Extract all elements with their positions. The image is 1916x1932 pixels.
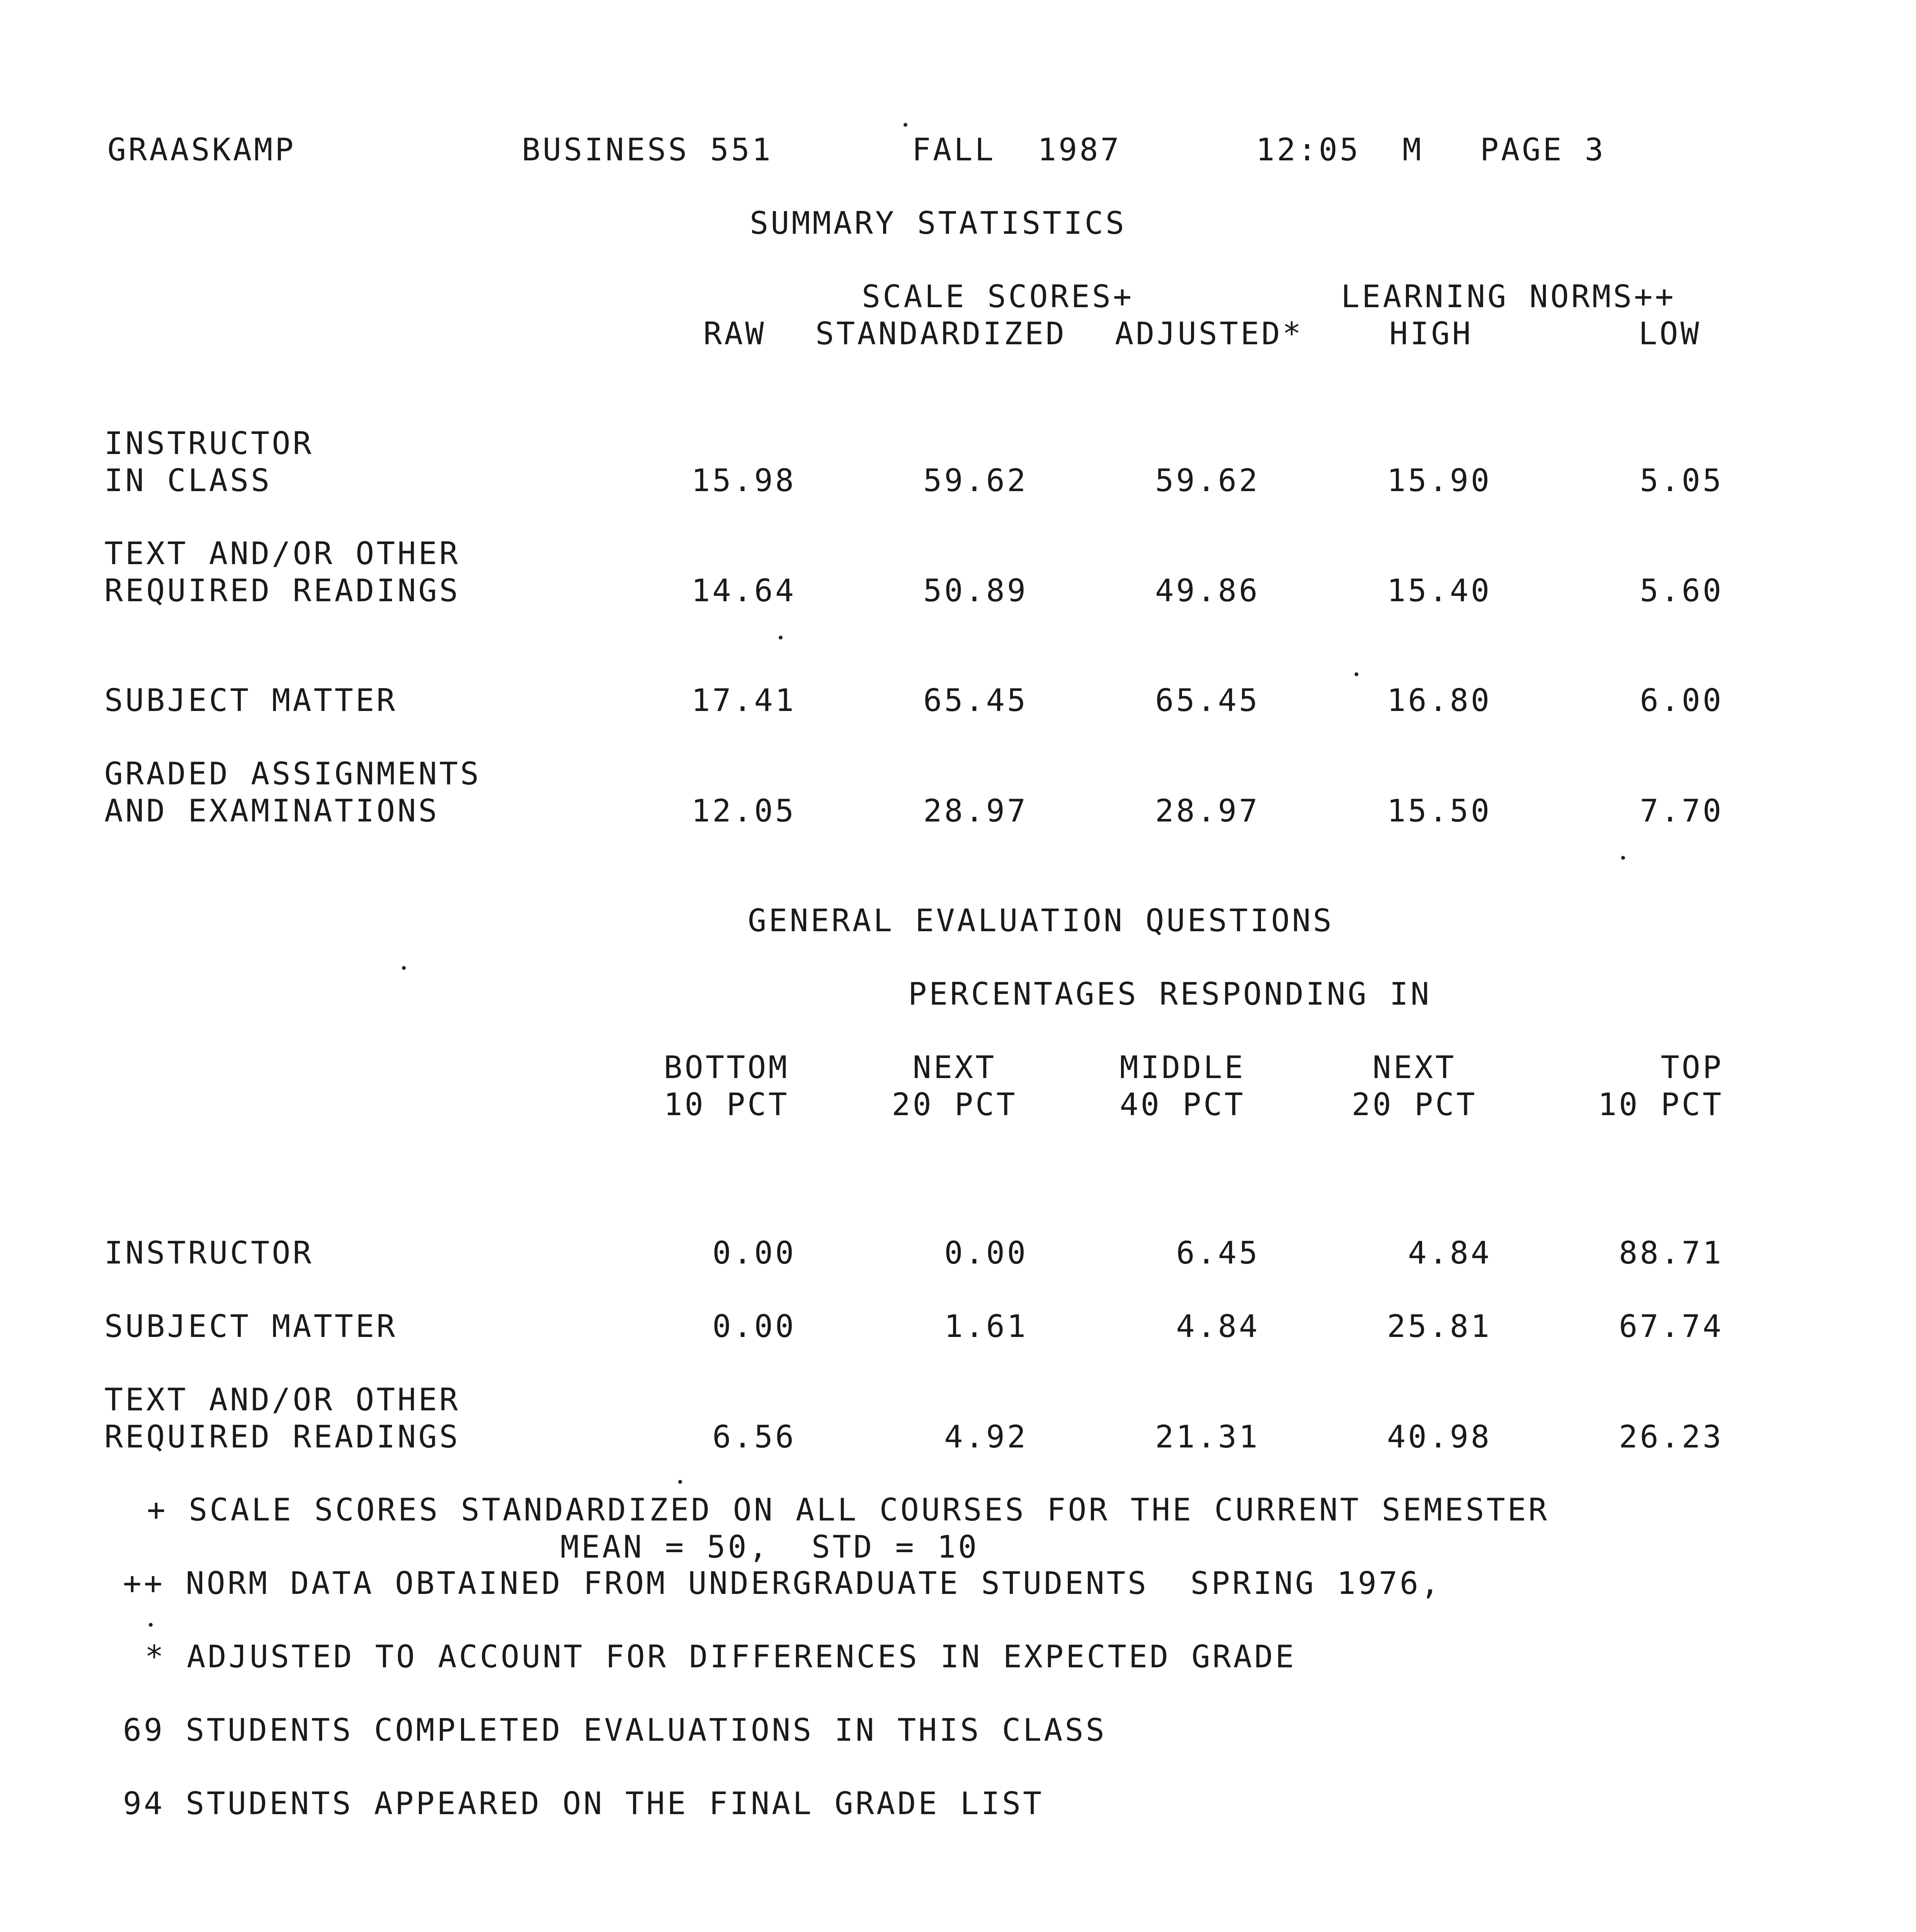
summary-row-label: IN CLASS: [104, 463, 272, 498]
pct-cell: 1.61: [944, 1308, 1028, 1344]
summary-cell: 28.97: [923, 793, 1028, 829]
time: 12:05 M: [1256, 132, 1424, 168]
summary-cell: 7.70: [1640, 793, 1724, 829]
general-row-label: INSTRUCTOR: [104, 1235, 314, 1271]
print-speck: [1621, 856, 1625, 860]
summary-row-label: SUBJECT MATTER: [104, 682, 398, 718]
col-header-standardized: STANDARDIZED: [815, 316, 1067, 352]
summary-cell: 65.45: [1155, 682, 1260, 718]
pct-cell: 21.31: [1155, 1419, 1260, 1455]
course-code: BUSINESS 551: [522, 132, 773, 168]
norm-data-footnote: ++ NORM DATA OBTAINED FROM UNDERGRADUATE STUDENTS SPRING 1976,: [123, 1565, 1442, 1601]
pct-col-header: 20 PCT: [1351, 1087, 1477, 1122]
students-appeared-note: 94 STUDENTS APPEARED ON THE FINAL GRADE LIST: [123, 1786, 1044, 1821]
general-subtitle: PERCENTAGES RESPONDING IN: [908, 976, 1432, 1012]
page-number: PAGE 3: [1480, 132, 1606, 168]
summary-cell: 28.97: [1155, 793, 1260, 829]
mean-std-note: MEAN = 50, STD = 10: [560, 1529, 979, 1565]
col-header-low: LOW: [1639, 316, 1702, 352]
pct-col-header: MIDDLE: [1120, 1049, 1246, 1085]
summary-cell: 5.60: [1640, 573, 1724, 609]
general-row-label: TEXT AND/OR OTHER: [104, 1382, 460, 1418]
term: FALL 1987: [912, 132, 1121, 168]
pct-cell: 67.74: [1619, 1308, 1724, 1344]
summary-cell: 15.50: [1387, 793, 1492, 829]
scale-scores-footnote: + SCALE SCORES STANDARDIZED ON ALL COURSES FOR THE CURRENT SEMESTER: [147, 1492, 1549, 1528]
print-speck: [1354, 672, 1358, 676]
summary-cell: 59.62: [1155, 463, 1260, 498]
pct-col-header: TOP: [1661, 1049, 1724, 1085]
summary-cell: 49.86: [1155, 573, 1260, 609]
summary-title: SUMMARY STATISTICS: [750, 205, 1126, 241]
col-header-raw: RAW: [703, 316, 766, 352]
summary-cell: 65.45: [923, 682, 1028, 718]
print-speck: [402, 966, 406, 970]
pct-cell: 4.84: [1408, 1235, 1492, 1271]
print-speck: [904, 123, 907, 127]
col-header-high: HIGH: [1389, 316, 1473, 352]
students-completed-note: 69 STUDENTS COMPLETED EVALUATIONS IN THIS CLASS: [123, 1712, 1107, 1748]
pct-col-header: BOTTOM: [664, 1049, 790, 1085]
summary-cell: 15.40: [1387, 573, 1492, 609]
pct-col-header: NEXT: [912, 1049, 997, 1085]
pct-col-header: NEXT: [1372, 1049, 1457, 1085]
print-speck: [779, 636, 783, 639]
summary-row-label: REQUIRED READINGS: [104, 573, 460, 609]
print-speck: [678, 1480, 682, 1484]
pct-cell: 6.45: [1176, 1235, 1260, 1271]
adjusted-footnote: * ADJUSTED TO ACCOUNT FOR DIFFERENCES IN EXPECTED GRADE: [145, 1639, 1297, 1675]
general-row-label: REQUIRED READINGS: [104, 1419, 460, 1455]
summary-cell: 14.64: [691, 573, 796, 609]
instructor-name: GRAASKAMP: [107, 132, 296, 168]
print-speck: [149, 1623, 153, 1627]
pct-cell: 25.81: [1387, 1308, 1492, 1344]
summary-cell: 15.90: [1387, 463, 1492, 498]
summary-cell: 17.41: [691, 682, 796, 718]
summary-cell: 59.62: [923, 463, 1028, 498]
pct-cell: 40.98: [1387, 1419, 1492, 1455]
summary-row-label: GRADED ASSIGNMENTS: [104, 756, 481, 792]
summary-row-label: INSTRUCTOR: [104, 425, 314, 461]
pct-col-header: 20 PCT: [892, 1087, 1018, 1122]
scale-scores-group-header: SCALE SCORES+: [862, 279, 1134, 315]
pct-cell: 6.56: [712, 1419, 796, 1455]
pct-cell: 0.00: [712, 1308, 796, 1344]
summary-cell: 16.80: [1387, 682, 1492, 718]
pct-cell: 26.23: [1619, 1419, 1724, 1455]
pct-cell: 0.00: [712, 1235, 796, 1271]
summary-cell: 6.00: [1640, 682, 1724, 718]
pct-col-header: 10 PCT: [664, 1087, 790, 1122]
pct-col-header: 10 PCT: [1598, 1087, 1724, 1122]
col-header-adjusted: ADJUSTED*: [1115, 316, 1303, 352]
general-title: GENERAL EVALUATION QUESTIONS: [748, 903, 1334, 939]
pct-cell: 4.92: [944, 1419, 1028, 1455]
pct-cell: 0.00: [944, 1235, 1028, 1271]
general-row-label: SUBJECT MATTER: [104, 1308, 398, 1344]
summary-row-label: AND EXAMINATIONS: [104, 793, 439, 829]
summary-cell: 5.05: [1640, 463, 1724, 498]
summary-cell: 12.05: [691, 793, 796, 829]
summary-cell: 50.89: [923, 573, 1028, 609]
summary-cell: 15.98: [691, 463, 796, 498]
pct-cell: 88.71: [1619, 1235, 1724, 1271]
learning-norms-group-header: LEARNING NORMS++: [1341, 279, 1676, 315]
summary-row-label: TEXT AND/OR OTHER: [104, 536, 460, 571]
pct-col-header: 40 PCT: [1120, 1087, 1246, 1122]
pct-cell: 4.84: [1176, 1308, 1260, 1344]
